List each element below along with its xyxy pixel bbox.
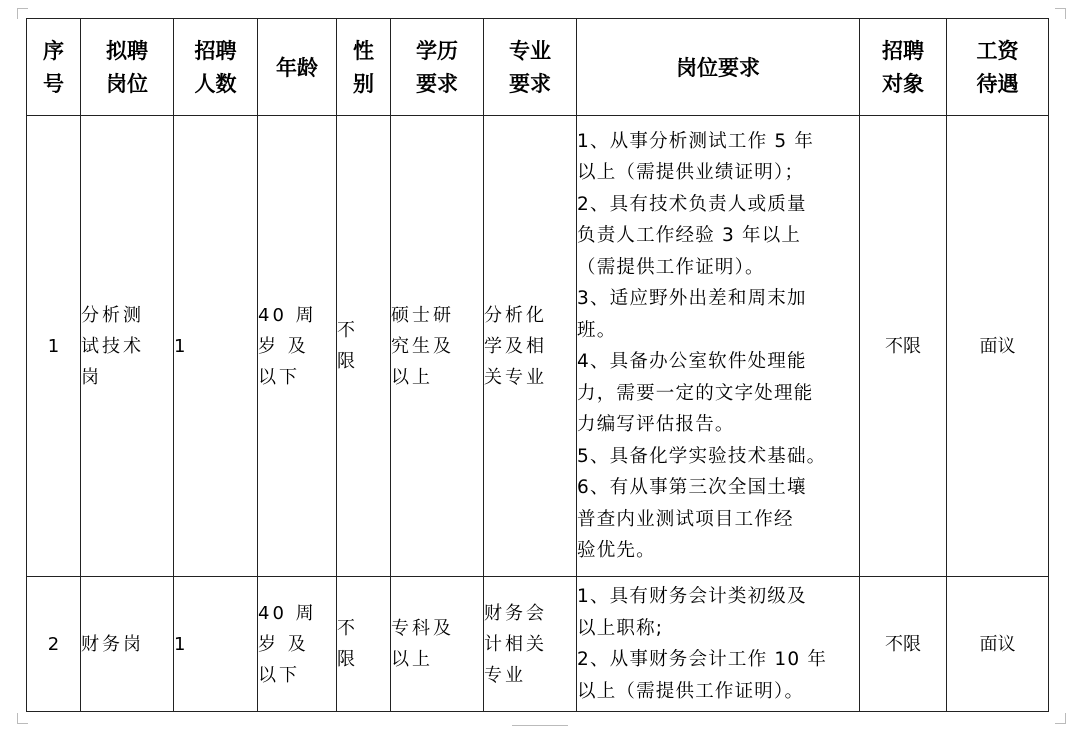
requirements-cell: 1、具有财务会计类初级及 以上职称; 2、从事财务会计工作 10 年 以上（需提供工作证明）。	[577, 577, 860, 712]
salary-cell: 面议	[947, 577, 1049, 712]
count-cell: 1	[174, 116, 258, 577]
header-education: 学历 要求	[391, 19, 484, 116]
age-cell: 40 周 岁 及 以下	[258, 577, 337, 712]
recruitment-table	[26, 18, 1049, 712]
row-number: 2	[27, 577, 81, 712]
count-cell: 1	[174, 577, 258, 712]
gender-cell: 不 限	[337, 116, 391, 577]
major-cell: 财务会 计相关 专业	[484, 577, 577, 712]
crop-mark-top-right	[1055, 8, 1066, 19]
header-age: 年龄	[258, 19, 337, 116]
gender-cell: 不 限	[337, 577, 391, 712]
header-target: 招聘 对象	[860, 19, 947, 116]
header-salary: 工资 待遇	[947, 19, 1049, 116]
header-no: 序 号	[27, 19, 81, 116]
table-row	[27, 577, 1049, 712]
header-requirements: 岗位要求	[577, 19, 860, 116]
salary-cell: 面议	[947, 116, 1049, 577]
header-row	[27, 19, 1049, 116]
position-cell: 分析测 试技术 岗	[81, 116, 174, 577]
crop-mark-bottom-right	[1055, 713, 1066, 724]
header-count: 招聘 人数	[174, 19, 258, 116]
crop-mark-bottom-left	[17, 713, 28, 724]
header-major: 专业 要求	[484, 19, 577, 116]
page-mark	[512, 725, 568, 726]
age-cell: 40 周 岁 及 以下	[258, 116, 337, 577]
requirements-cell: 1、从事分析测试工作 5 年 以上（需提供业绩证明）； 2、具有技术负责人或质量 负责人工作经验 3 年以上 （需提供工作证明）。 3、适应野外出差和周末加 班。 4、具备办公室软件处理能 力，需要一定的文字处理能 力编写评估报告。 5、具备化学实验技术基础。 6、有从事第三次全国土壤 普查内业测试项目工作经 验优先。	[577, 116, 860, 577]
header-gender: 性 别	[337, 19, 391, 116]
row-number: 1	[27, 116, 81, 577]
education-cell: 专科及 以上	[391, 577, 484, 712]
education-cell: 硕士研 究生及 以上	[391, 116, 484, 577]
table-row	[27, 116, 1049, 577]
position-cell: 财务岗	[81, 577, 174, 712]
header-position: 拟聘 岗位	[81, 19, 174, 116]
major-cell: 分析化 学及相 关专业	[484, 116, 577, 577]
target-cell: 不限	[860, 577, 947, 712]
target-cell: 不限	[860, 116, 947, 577]
